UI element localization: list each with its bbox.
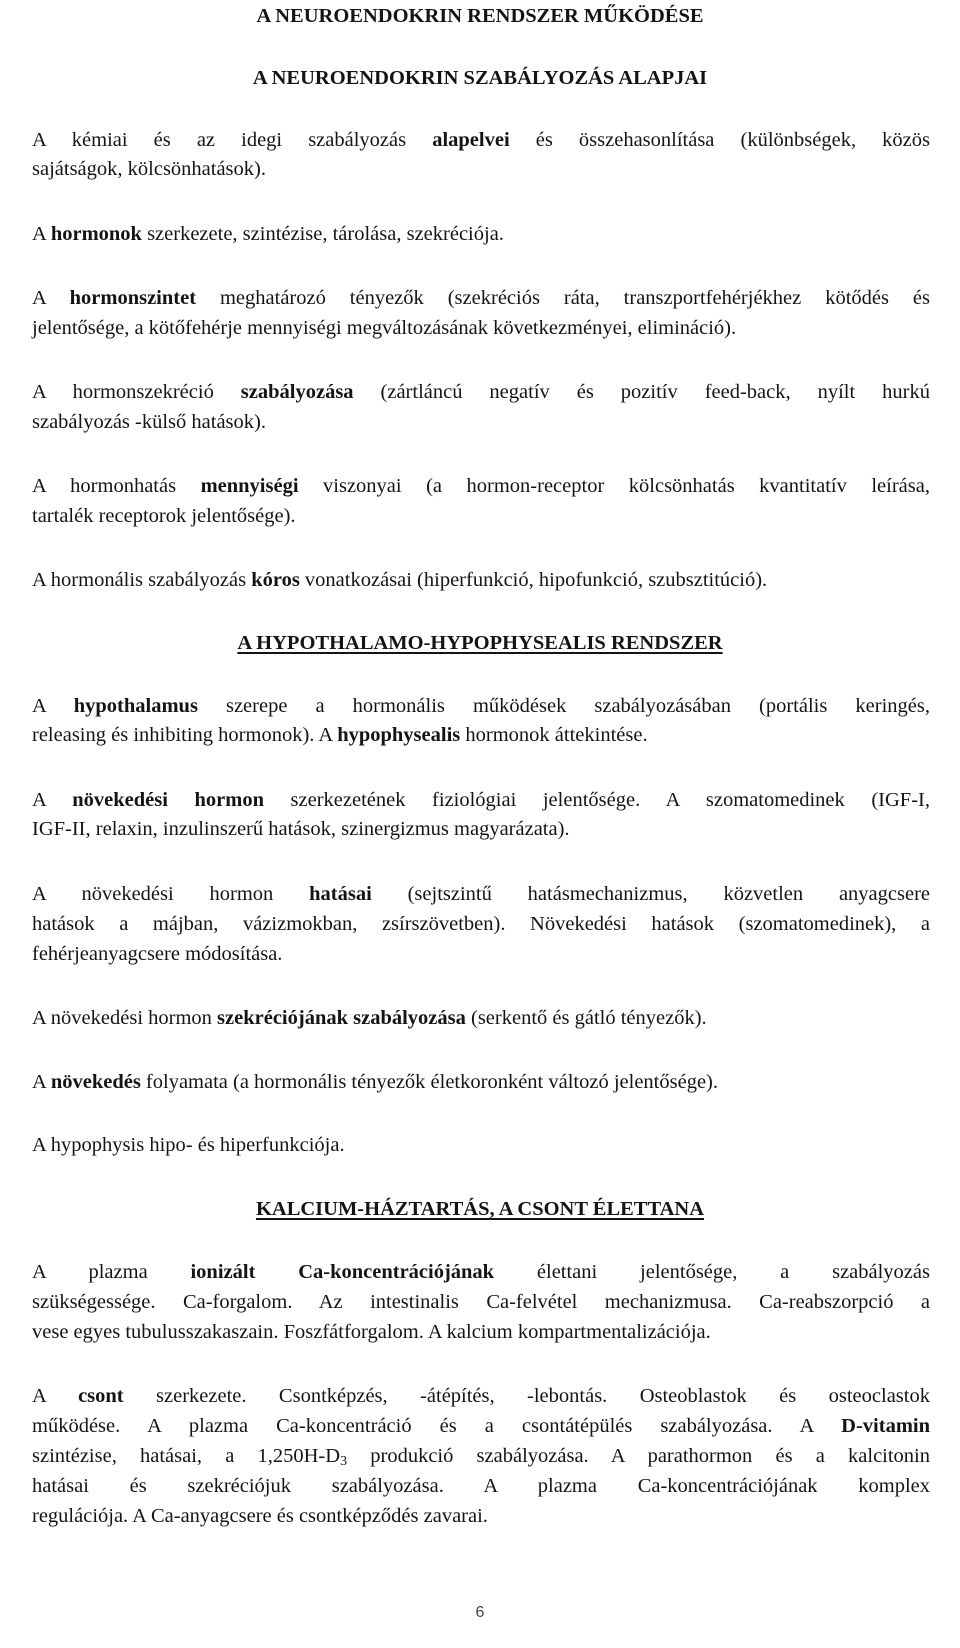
paragraph-line: releasing és inhibiting hormonok). A hypophysealis hormonok áttekintése. xyxy=(32,724,648,746)
paragraph-line: szükségessége. Ca-forgalom. Az intestinalis Ca-felvétel mechanizmusa. Ca-reabszorpció a xyxy=(32,1291,930,1313)
paragraph-line: A növekedés folyamata (a hormonális tényezők életkoronként változó jelentősége). xyxy=(32,1071,718,1093)
paragraph-line: hatások a májban, vázizmokban, zsírszövetben). Növekedési hatások (szomatomedinek), a xyxy=(32,913,930,935)
section-heading-calcium-bone: KALCIUM-HÁZTARTÁS, A CSONT ÉLETTANA xyxy=(255,1198,705,1220)
paragraph-line: tartalék receptorok jelentősége). xyxy=(32,505,296,527)
paragraph-line: szabályozás -külső hatások). xyxy=(32,411,266,433)
paragraph-line: jelentősége, a kötőfehérje mennyiségi megváltozásának következményei, elimináció). xyxy=(32,317,737,339)
paragraph-line: működése. A plazma Ca-koncentráció és a csontátépülés szabályozása. A D-vitamin xyxy=(32,1415,930,1437)
paragraph-line: A növekedési hormon hatásai (sejtszintű hatásmechanizmus, közvetlen anyagcsere xyxy=(32,883,930,905)
paragraph-line: A plazma ionizált Ca-koncentrációjának élettani jelentősége, a szabályozás xyxy=(32,1261,930,1283)
paragraph-line: A hormonszintet meghatározó tényezők (szekréciós ráta, transzportfehérjékhez kötődés és xyxy=(32,287,930,309)
paragraph-line: A hypothalamus szerepe a hormonális működések szabályozásában (portális keringés, xyxy=(32,695,930,717)
page-number: 6 xyxy=(475,1604,485,1621)
section-heading-neuroendocrine-basics: A NEUROENDOKRIN SZABÁLYOZÁS ALAPJAI xyxy=(252,67,708,89)
paragraph-line: vese egyes tubulusszakaszain. Foszfátforgalom. A kalcium kompartmentalizációja. xyxy=(32,1321,711,1343)
paragraph-line: regulációja. A Ca-anyagcsere és csontképződés zavarai. xyxy=(32,1505,488,1527)
document-title: A NEUROENDOKRIN RENDSZER MŰKÖDÉSE xyxy=(256,5,704,27)
paragraph-line: A hormonális szabályozás kóros vonatkozásai (hiperfunkció, hipofunkció, szubsztitúció). xyxy=(32,569,768,591)
paragraph-line: A hormonszekréció szabályozása (zártláncú negatív és pozitív feed-back, nyílt hurkú xyxy=(32,381,930,403)
paragraph-line: A növekedési hormon szekréciójának szabályozása (serkentő és gátló tényezők). xyxy=(32,1007,707,1029)
paragraph-line: sajátságok, kölcsönhatások). xyxy=(32,158,266,180)
paragraph-line: hatásai és szekréciójuk szabályozása. A plazma Ca-koncentrációjának komplex xyxy=(32,1475,930,1497)
paragraph-line: fehérjeanyagcsere módosítása. xyxy=(32,943,283,965)
paragraph-line: A csont szerkezete. Csontképzés, -átépítés, -lebontás. Osteoblastok és osteoclastok xyxy=(32,1385,930,1407)
paragraph-line: szintézise, hatásai, a $1,250H-D_3$ produkció szabályozása. A parathormon és a kalcitonin xyxy=(32,1445,931,1469)
paragraph-line: IGF-II, relaxin, inzulinszerű hatások, szinergizmus magyarázata). xyxy=(32,818,570,840)
section-heading-hypothalamo-hypophyseal: A HYPOTHALAMO-HYPOPHYSEALIS RENDSZER xyxy=(237,632,723,654)
paragraph-line: A hormonhatás mennyiségi viszonyai (a hormon-receptor kölcsönhatás kvantitatív leírása, xyxy=(32,475,930,497)
paragraph-line: A hormonok szerkezete, szintézise, tárolása, szekréciója. xyxy=(32,223,504,245)
subscript-3: 3 xyxy=(340,1454,348,1469)
paragraph-line: A kémiai és az idegi szabályozás alapelvei és összehasonlítása (különbségek, közös xyxy=(32,129,930,151)
paragraph-line: A hypophysis hipo- és hiperfunkciója. xyxy=(32,1134,345,1156)
paragraph-line: A növekedési hormon szerkezetének fiziológiai jelentősége. A szomatomedinek (IGF-I, xyxy=(32,789,930,811)
